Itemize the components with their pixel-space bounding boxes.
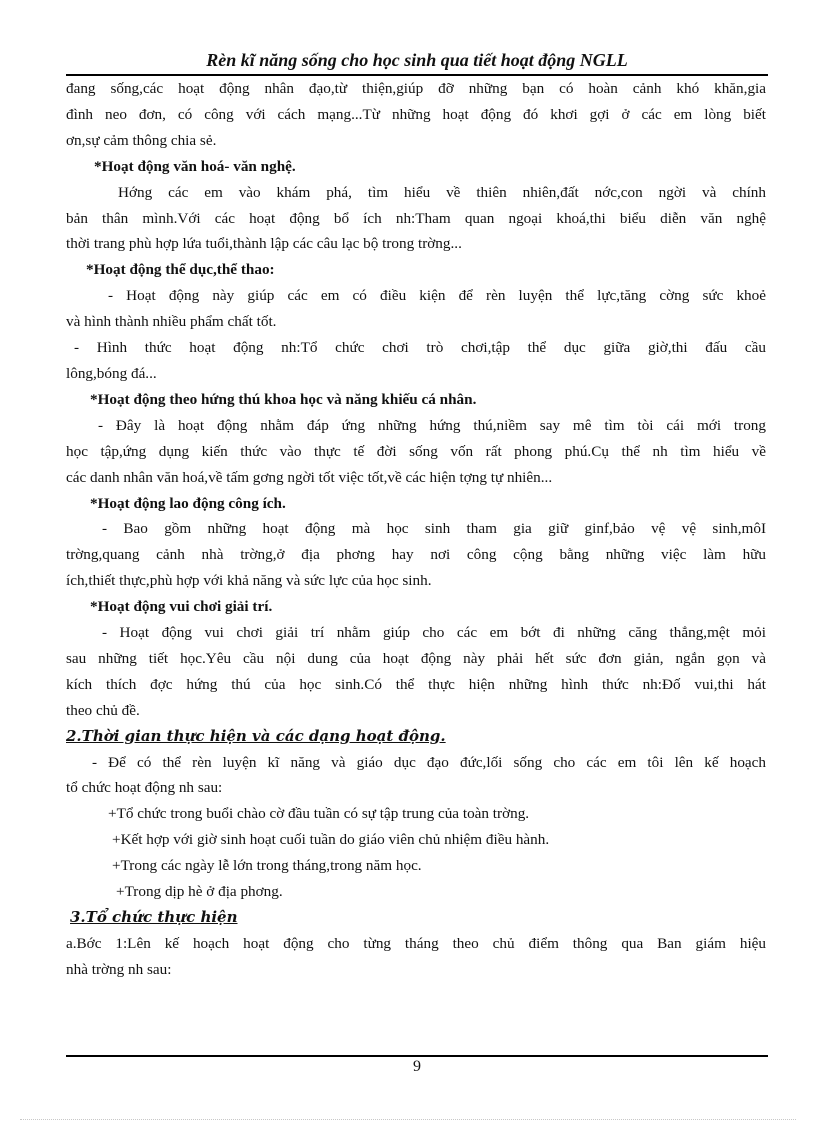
body-line: ơn,sự cảm thông chia sẻ.	[66, 131, 217, 149]
body-line: sau những tiết học.Yêu cầu nội dung của hoạt động này phải hết sức đơn giản, ngắn gọn và	[66, 649, 766, 667]
body-line: kích thích đợc hứng thú của học sinh.Có thể thực hiện những hình thức nh:Đố vui,thi hát	[66, 675, 766, 693]
body-line: tổ chức hoạt động nh sau:	[66, 779, 223, 797]
body-line: Hớng các em vào khám phá, tìm hiểu về thiên nhiên,đất nớc,con ngời và chính	[118, 183, 766, 201]
body-line: - Bao gồm những hoạt động mà học sinh tham gia giữ ginf,bảo vệ vệ sinh,môI	[102, 520, 766, 538]
section-heading: *Hoạt động vui chơi giải trí.	[90, 598, 273, 616]
body-line: học tập,ứng dụng kiến thức vào thực tế đời sống vốn rất phong phú.Cụ thể nh tìm hiểu về	[66, 442, 766, 460]
body-line: - Hoạt động này giúp các em có điều kiện để rèn luyện thể lực,tăng cờng sức khoẻ	[108, 287, 766, 305]
section-heading: *Hoạt động văn hoá- văn nghệ.	[94, 157, 296, 175]
section-title: 2.Thời gian thực hiện và các dạng hoạt động.	[66, 726, 446, 745]
page-edge-divider	[20, 1119, 796, 1120]
page-header-title: Rèn kĩ năng sống cho học sinh qua tiết hoạt động NGLL	[206, 50, 628, 70]
body-line: đang sống,các hoạt động nhân đạo,từ thiện,giúp đỡ những bạn có hoàn cảnh khó khăn,gia	[66, 80, 766, 97]
section-heading: *Hoạt động lao động công ích.	[90, 494, 286, 512]
list-item: +Tổ chức trong buổi chào cờ đầu tuần có sự tập trung của toàn trờng.	[108, 805, 530, 823]
footer-rule	[66, 1055, 768, 1057]
section-heading: *Hoạt động theo hứng thú khoa học và năng khiếu cá nhân.	[90, 390, 477, 408]
body-line: trờng,quang cảnh nhà trờng,ở địa phơng hay nơi công cộng bằng những việc làm hữu	[66, 546, 766, 564]
body-line: và hình thành nhiều phẩm chất tốt.	[66, 313, 277, 331]
body-line: nhà trờng nh sau:	[66, 960, 172, 978]
body-line: - Hoạt động vui chơi giải trí nhằm giúp cho các em bớt đi những căng thẳng,mệt mỏi	[102, 624, 766, 642]
body-line: - Đây là hoạt động nhằm đáp ứng những hứng thú,niềm say mê tìm tòi cái mới trong	[98, 416, 766, 434]
section-heading: *Hoạt động thể dục,thể thao:	[86, 261, 275, 279]
document-body	[66, 76, 766, 983]
list-item: +Kết hợp với giờ sinh hoạt cuối tuần do giáo viên chủ nhiệm điều hành.	[112, 831, 550, 849]
body-line: - Để có thể rèn luyện kĩ năng và giáo dục đạo đức,lối sống cho các em tôi lên kế hoạch	[92, 753, 766, 771]
body-line: - Hình thức hoạt động nh:Tổ chức chơi trò chơi,tập thể dục giữa giờ,thi đấu cầu	[74, 339, 766, 357]
body-line: bản thân mình.Với các hoạt động bổ ích nh:Tham quan ngoại khoá,thi biểu diễn văn nghệ	[66, 209, 766, 227]
list-item: +Trong các ngày lễ lớn trong tháng,trong năm học.	[112, 857, 422, 875]
section-title: 3.Tổ chức thực hiện	[70, 908, 238, 926]
page-number: 9	[413, 1058, 421, 1075]
body-line: lông,bóng đá...	[66, 364, 157, 382]
body-line: a.Bớc 1:Lên kế hoạch hoạt động cho từng tháng theo chủ điểm thông qua Ban giám hiệu	[66, 934, 766, 952]
body-line: thời trang phù hợp lứa tuổi,thành lập các câu lạc bộ trong trờng...	[66, 235, 462, 253]
body-line: các danh nhân văn hoá,về tấm gơng ngời tốt việc tốt,về các hiện tợng tự nhiên...	[66, 468, 553, 486]
body-line: đình neo đơn, có công với cách mạng...Từ những hoạt động đó khơi gợi ở các em lòng biết	[66, 105, 766, 123]
body-line: ích,thiết thực,phù hợp với khả năng và sức lực của học sinh.	[66, 572, 432, 590]
list-item: +Trong dịp hè ở địa phơng.	[116, 883, 283, 901]
body-line: theo chủ đề.	[66, 701, 140, 719]
